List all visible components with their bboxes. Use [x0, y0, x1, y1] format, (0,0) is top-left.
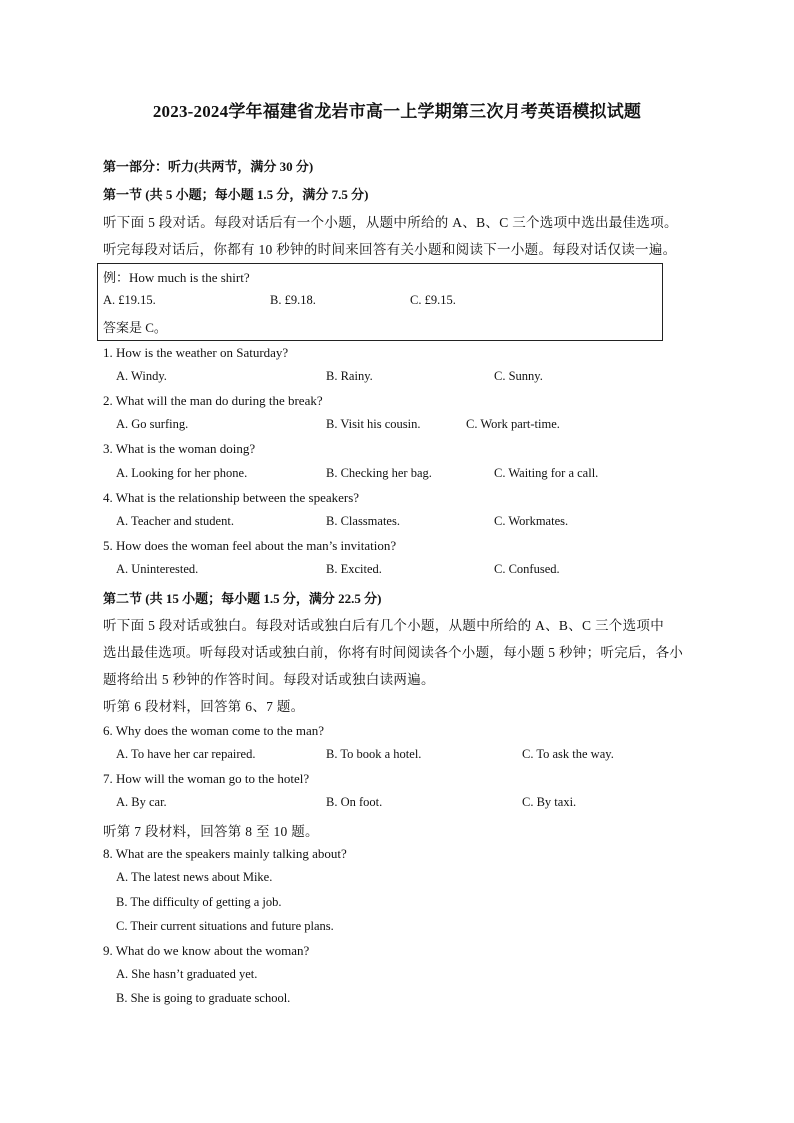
question-5: 5. How does the woman feel about the man’s invitation?: [103, 538, 397, 553]
question-1: 1. How is the weather on Saturday?: [103, 345, 289, 360]
q5-option-c: C. Confused.: [494, 562, 560, 576]
part1-heading: 第一部分：听力(共两节，满分 30 分): [103, 159, 314, 174]
q6-option-b: B. To book a hotel.: [326, 747, 422, 761]
q3-option-a: A. Looking for her phone.: [116, 466, 248, 480]
section2-instruction-2: 选出最佳选项。听每段对话或独白前，你将有时间阅读各个小题，每小题 5 秒钟；听完后，各小: [103, 645, 684, 660]
example-option-b: B. £9.18.: [270, 293, 316, 307]
section1-instruction-2: 听完每段对话后，你都有 10 秒钟的时间来回答有关小题和阅读下一小题。每段对话仅读一遍。: [103, 242, 677, 257]
section2-instruction-1: 听下面 5 段对话或独白。每段对话或独白后有几个小题，从题中所给的 A、B、C 三个选项中: [103, 618, 665, 633]
q7-option-c: C. By taxi.: [522, 795, 577, 809]
question-9: 9. What do we know about the woman?: [103, 943, 310, 958]
question-2: 2. What will the man do during the break?: [103, 393, 323, 408]
q2-option-a: A. Go surfing.: [116, 417, 189, 431]
section2-instruction-3: 题将给出 5 秒钟的作答时间。每段对话或独白读两遍。: [103, 672, 435, 687]
question-8: 8. What are the speakers mainly talking about?: [103, 846, 347, 861]
q4-option-a: A. Teacher and student.: [116, 514, 234, 528]
q4-option-c: C. Workmates.: [494, 514, 569, 528]
question-6: 6. Why does the woman come to the man?: [103, 723, 325, 738]
example-option-a: A. £19.15.: [103, 293, 156, 307]
page-title: 2023-2024学年福建省龙岩市高一上学期第三次月考英语模拟试题: [152, 102, 642, 121]
question-7: 7. How will the woman go to the hotel?: [103, 771, 310, 786]
example-option-c: C. £9.15.: [410, 293, 456, 307]
q5-option-a: A. Uninterested.: [116, 562, 199, 576]
q7-option-a: A. By car.: [116, 795, 167, 809]
q2-option-b: B. Visit his cousin.: [326, 417, 421, 431]
q5-option-b: B. Excited.: [326, 562, 382, 576]
section2-heading: 第二节 (共 15 小题；每小题 1.5 分，满分 22.5 分): [103, 591, 382, 606]
q1-option-c: C. Sunny.: [494, 369, 543, 383]
example-question: 例：How much is the shirt?: [103, 270, 250, 285]
section1-heading: 第一节 (共 5 小题；每小题 1.5 分，满分 7.5 分): [103, 187, 369, 202]
q6-option-a: A. To have her car repaired.: [116, 747, 256, 761]
q3-option-c: C. Waiting for a call.: [494, 466, 599, 480]
q1-option-a: A. Windy.: [116, 369, 167, 383]
q8-option-a: A. The latest news about Mike.: [116, 870, 273, 884]
q8-option-c: C. Their current situations and future plans.: [116, 919, 334, 933]
question-3: 3. What is the woman doing?: [103, 441, 256, 456]
q3-option-b: B. Checking her bag.: [326, 466, 432, 480]
example-answer: 答案是 C。: [103, 320, 167, 335]
q2-option-c: C. Work part-time.: [466, 417, 560, 431]
q9-option-b: B. She is going to graduate school.: [116, 991, 291, 1005]
q9-option-a: A. She hasn’t graduated yet.: [116, 967, 258, 981]
q1-option-b: B. Rainy.: [326, 369, 373, 383]
q7-option-b: B. On foot.: [326, 795, 383, 809]
material-7-label: 听第 7 段材料，回答第 8 至 10 题。: [103, 824, 319, 839]
question-4: 4. What is the relationship between the speakers?: [103, 490, 360, 505]
section1-instruction-1: 听下面 5 段对话。每段对话后有一个小题，从题中所给的 A、B、C 三个选项中选出最佳选项。: [103, 215, 678, 230]
material-6-label: 听第 6 段材料，回答第 6、7 题。: [103, 699, 305, 714]
q6-option-c: C. To ask the way.: [522, 747, 614, 761]
q4-option-b: B. Classmates.: [326, 514, 400, 528]
q8-option-b: B. The difficulty of getting a job.: [116, 895, 282, 909]
